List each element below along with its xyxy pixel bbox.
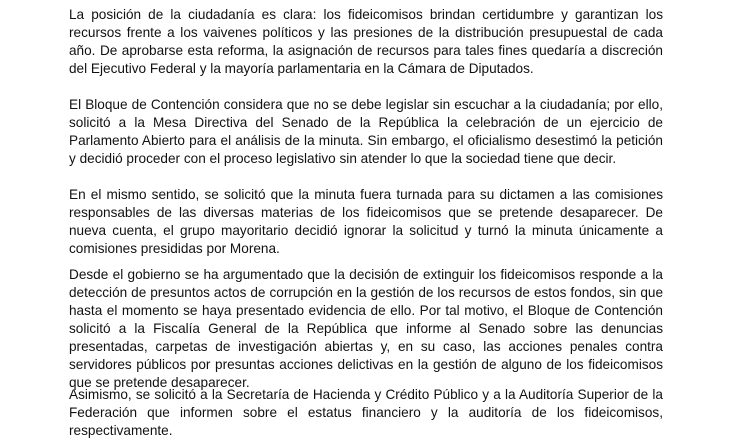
paragraph: Desde el gobierno se ha argumentado que la decisión de extinguir los fideicomisos responde a la detección de presuntos actos de corrupción en la gestión de los recursos de estos fondos, sin que hasta el momento se haya presentado evidencia de ello. Por tal motivo, el Bloque de Contención solicitó a la Fiscalía General de la República que informe al Senado sobre las denuncias presentadas, carpetas de investigación abiertas y, en su caso, las acciones penales contra servidores públicos por presuntas acciones delictivas en la gestión de alguno de los fideicomisos que se pretende desaparecer. bbox=[69, 267, 663, 390]
paragraph: Asimismo, se solicitó a la Secretaría de Hacienda y Crédito Público y a la Auditoría Superior de la Federación que informen sobre el estatus financiero y la auditoría de los fideicomisos, respectivamente. bbox=[69, 387, 663, 438]
paragraph: El Bloque de Contención considera que no se debe legislar sin escuchar a la ciudadanía; por ello, solicitó a la Mesa Directiva del Senado de la República la celebración de un ejercicio de Parlamento Abierto para el análisis de la minuta. Sin embargo, el oficialismo desestimó la petición y decidió proceder con el proceso legislativo sin atender lo que la sociedad tiene que decir. bbox=[69, 97, 663, 166]
paragraph: La posición de la ciudadanía es clara: los fideicomisos brindan certidumbre y garantizan los recursos frente a los vaivenes políticos y las presiones de la distribución presupuestal de cada año. De aprobarse esta reforma, la asignación de recursos para tales fines quedaría a discreción del Ejecutivo Federal y la mayoría parlamentaria en la Cámara de Diputados. bbox=[69, 7, 663, 76]
paragraph: En el mismo sentido, se solicitó que la minuta fuera turnada para su dictamen a las comisiones responsables de las diversas materias de los fideicomisos que se pretende desaparecer. De nueva cuenta, el grupo mayoritario decidió ignorar la solicitud y turnó la minuta únicamente a comisiones presididas por Morena. bbox=[69, 187, 663, 256]
